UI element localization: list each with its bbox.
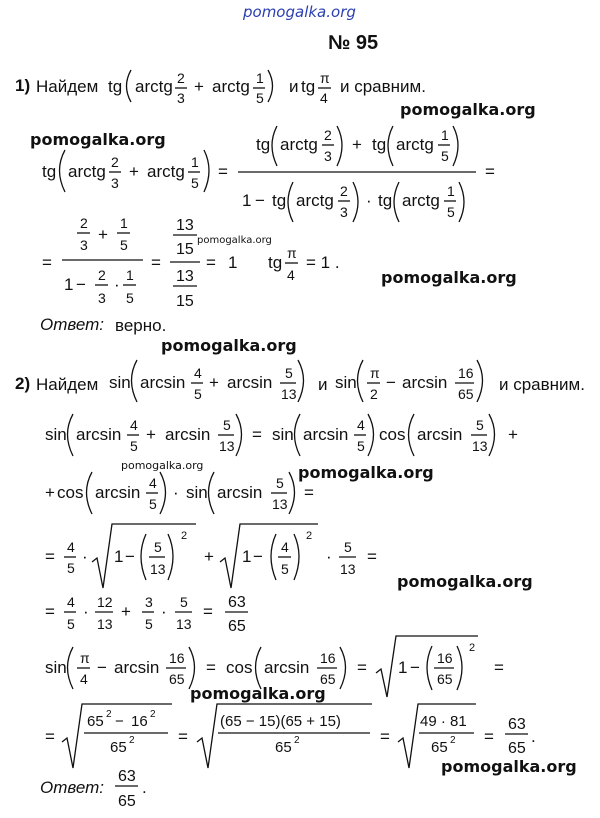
num: 16 <box>458 365 474 381</box>
den: 3 <box>111 175 119 191</box>
den: 13 <box>472 438 488 454</box>
arcsin-text: arcsin <box>264 658 310 677</box>
num: 4 <box>149 475 157 491</box>
tg-text: tg <box>42 162 57 181</box>
eq: = <box>484 727 494 746</box>
minus: − <box>386 373 396 392</box>
arcsin-text: arcsin <box>417 425 463 444</box>
den: 13 <box>150 561 166 577</box>
plus: + <box>508 425 518 444</box>
num: 5 <box>476 417 484 433</box>
num: 1 <box>242 547 252 566</box>
part1-answer-label: Ответ: <box>40 315 105 334</box>
watermark: pomogalka.org <box>298 463 434 482</box>
plus: + <box>204 547 214 566</box>
num: 4 <box>67 539 75 555</box>
eq: = <box>178 727 188 746</box>
exponent: 2 <box>450 735 456 746</box>
num: 2 <box>340 183 348 199</box>
watermark: pomogalka.org <box>161 336 297 355</box>
num: 4 <box>130 417 138 433</box>
watermark: pomogalka.org <box>441 757 577 776</box>
plus: + <box>98 225 108 244</box>
eq: = <box>45 602 55 621</box>
den: 65 <box>508 740 526 757</box>
watermark: pomogalka.org <box>121 459 204 472</box>
tg-text: tg <box>272 191 287 210</box>
den: 13 <box>272 496 288 512</box>
sin-text: sin <box>45 658 67 677</box>
period: . <box>142 778 147 797</box>
minus: − <box>115 713 124 730</box>
part2-label: 2) <box>15 374 31 393</box>
eq: = <box>42 253 52 272</box>
num: 5 <box>223 417 231 433</box>
den: 65 <box>320 671 336 687</box>
watermark: pomogalka.org <box>400 100 536 119</box>
eq: = <box>252 425 262 444</box>
exponent: 2 <box>129 735 135 746</box>
den: 5 <box>126 290 134 306</box>
arcsin-text: arcsin <box>165 425 211 444</box>
arcsin-text: arcsin <box>114 658 160 677</box>
den: 65 <box>275 739 292 756</box>
den: 5 <box>120 237 128 253</box>
minus: − <box>253 547 263 566</box>
den: 5 <box>256 90 264 106</box>
minus: − <box>76 275 86 294</box>
den: 3 <box>324 148 332 164</box>
pi: π <box>287 245 297 261</box>
tg-result: = 1 . <box>306 253 340 272</box>
num: 4 <box>281 539 289 555</box>
arctg-text: arctg <box>147 162 185 181</box>
arctg-text: arctg <box>68 162 106 181</box>
plus: + <box>146 425 156 444</box>
den: 4 <box>320 90 328 106</box>
eq: = <box>218 162 228 181</box>
minus: − <box>410 658 420 677</box>
exponent: 2 <box>150 709 156 720</box>
eq: = <box>485 162 495 181</box>
num: 2 <box>98 267 106 283</box>
eq: = <box>206 658 216 677</box>
den: 5 <box>194 386 202 402</box>
pi: π <box>370 365 380 381</box>
num: 1 <box>126 267 134 283</box>
arcsin-text: arcsin <box>402 373 448 392</box>
plus: + <box>121 602 131 621</box>
watermark: pomogalka.org <box>30 130 166 149</box>
minus: − <box>125 547 135 566</box>
eq: = <box>357 658 367 677</box>
eq: = <box>380 727 390 746</box>
den: 5 <box>281 561 289 577</box>
den: 65 <box>431 739 448 756</box>
eq: = <box>494 658 504 677</box>
sin-text: sin <box>45 425 67 444</box>
num: 1 <box>441 127 449 143</box>
tg-text: tg <box>378 191 393 210</box>
den: 65 <box>458 386 474 402</box>
minus: − <box>97 658 107 677</box>
watermark: pomogalka.org <box>197 235 272 246</box>
tg-text: tg <box>108 77 123 96</box>
part2-intro: Найдем <box>36 375 99 394</box>
minus: − <box>255 191 265 210</box>
num: 63 <box>228 594 246 611</box>
num: 5 <box>180 594 188 610</box>
plus: + <box>209 373 219 392</box>
result-value: 1 <box>228 253 238 272</box>
den: 13 <box>176 616 192 632</box>
den: 13 <box>219 438 235 454</box>
den: 13 <box>97 616 113 632</box>
dot: · <box>82 547 88 566</box>
eq: = <box>206 253 216 272</box>
exponent: 2 <box>181 530 188 542</box>
den: 3 <box>340 204 348 220</box>
dot: · <box>366 191 372 210</box>
den: 13 <box>340 561 356 577</box>
den: 65 <box>437 671 453 687</box>
dot: · <box>326 547 332 566</box>
num: 1 <box>114 547 124 566</box>
plus: + <box>194 77 204 96</box>
part2-and: и <box>318 375 328 394</box>
exponent: 2 <box>294 735 300 746</box>
pi: π <box>320 70 330 86</box>
dot: · <box>114 275 120 294</box>
watermark: pomogalka.org <box>190 684 326 703</box>
arcsin-text: arcsin <box>95 483 141 502</box>
exponent: 2 <box>469 642 476 654</box>
num: 5 <box>154 539 162 555</box>
num: 3 <box>145 594 153 610</box>
sin-text: sin <box>109 373 131 392</box>
num: (65 − 15)(65 + 15) <box>220 713 341 730</box>
plus: + <box>129 162 139 181</box>
arcsin-text: arcsin <box>227 373 273 392</box>
num: 5 <box>276 475 284 491</box>
tg-text: tg <box>268 253 283 272</box>
den: 2 <box>370 386 378 402</box>
eq: = <box>45 727 55 746</box>
num: 12 <box>97 594 113 610</box>
arcsin-text: arcsin <box>76 425 122 444</box>
arctg-text: arctg <box>212 77 250 96</box>
dot: · <box>83 602 89 621</box>
num: 4 <box>357 417 365 433</box>
eq: = <box>304 483 314 502</box>
arctg-text: arctg <box>402 191 440 210</box>
period: . <box>531 727 536 746</box>
sin-text: sin <box>335 373 357 392</box>
num: 16 <box>437 650 453 666</box>
eq: = <box>151 253 161 272</box>
num: 1 <box>256 70 264 86</box>
part2-answer-label: Ответ: <box>40 778 105 797</box>
num: 1 <box>447 183 455 199</box>
num: 16 <box>320 650 336 666</box>
arcsin-text: arcsin <box>217 483 263 502</box>
num: 2 <box>111 154 119 170</box>
eq: = <box>203 602 213 621</box>
arctg-text: arctg <box>396 135 434 154</box>
arcsin-text: arcsin <box>140 373 186 392</box>
den: 4 <box>287 267 295 283</box>
sin-text: sin <box>272 425 294 444</box>
den: 5 <box>447 204 455 220</box>
watermark-top: pomogalka.org <box>243 3 356 21</box>
arctg-text: arctg <box>296 191 334 210</box>
num: 13 <box>176 268 194 285</box>
part1-label: 1) <box>15 76 31 95</box>
plus: + <box>352 135 362 154</box>
problem-title: № 95 <box>328 32 379 54</box>
num: 1 <box>191 154 199 170</box>
den: 5 <box>145 616 153 632</box>
eq: = <box>45 547 55 566</box>
num: 63 <box>508 716 526 733</box>
sin-text: sin <box>186 483 208 502</box>
num: 1 <box>120 215 128 231</box>
den: 65 <box>110 739 127 756</box>
watermark: pomogalka.org <box>381 268 517 287</box>
watermark: pomogalka.org <box>397 572 533 591</box>
exponent: 2 <box>106 709 112 720</box>
den: 15 <box>176 293 194 310</box>
tg-text: tg <box>372 135 387 154</box>
dot: · <box>173 483 179 502</box>
den: 3 <box>177 90 185 106</box>
dot: · <box>161 602 167 621</box>
num: 4 <box>194 365 202 381</box>
arctg-text: arctg <box>135 77 173 96</box>
den: 5 <box>191 175 199 191</box>
num: 16 <box>169 650 185 666</box>
pi: π <box>80 650 90 666</box>
den: 3 <box>80 237 88 253</box>
num: 2 <box>80 215 88 231</box>
eq: = <box>367 547 377 566</box>
answer-num: 63 <box>118 768 136 785</box>
num: 65 <box>87 713 104 730</box>
num: 13 <box>176 217 194 234</box>
part1-answer-text: верно. <box>115 316 167 335</box>
den: 5 <box>357 438 365 454</box>
plus: + <box>45 483 55 502</box>
den: 5 <box>149 496 157 512</box>
part1-intro: Найдем <box>36 77 99 96</box>
num: 49 · 81 <box>420 713 467 730</box>
answer-den: 65 <box>118 793 136 810</box>
cos-text: cos <box>379 425 406 444</box>
num: 1 <box>242 191 252 210</box>
den: 65 <box>169 671 185 687</box>
num: 1 <box>64 275 74 294</box>
den: 5 <box>67 560 75 576</box>
num: 2 <box>177 70 185 86</box>
den: 4 <box>80 671 88 687</box>
den: 5 <box>130 438 138 454</box>
den: 5 <box>67 616 75 632</box>
arcsin-text: arcsin <box>303 425 349 444</box>
den: 13 <box>281 386 297 402</box>
den: 15 <box>176 241 194 258</box>
tg-text: tg <box>301 77 316 96</box>
num: 16 <box>131 713 148 730</box>
cos-text: cos <box>226 658 253 677</box>
arctg-text: arctg <box>280 135 318 154</box>
num: 5 <box>285 365 293 381</box>
den: 3 <box>98 290 106 306</box>
den: 5 <box>441 148 449 164</box>
cos-text: cos <box>57 483 84 502</box>
num: 2 <box>324 127 332 143</box>
part2-compare: и сравним. <box>499 375 585 394</box>
den: 65 <box>228 618 246 635</box>
part1-and: и <box>289 77 299 96</box>
num: 1 <box>398 658 408 677</box>
part1-compare: и сравним. <box>340 77 426 96</box>
exponent: 2 <box>306 530 313 542</box>
num: 4 <box>67 594 75 610</box>
num: 5 <box>344 539 352 555</box>
tg-text: tg <box>256 135 271 154</box>
